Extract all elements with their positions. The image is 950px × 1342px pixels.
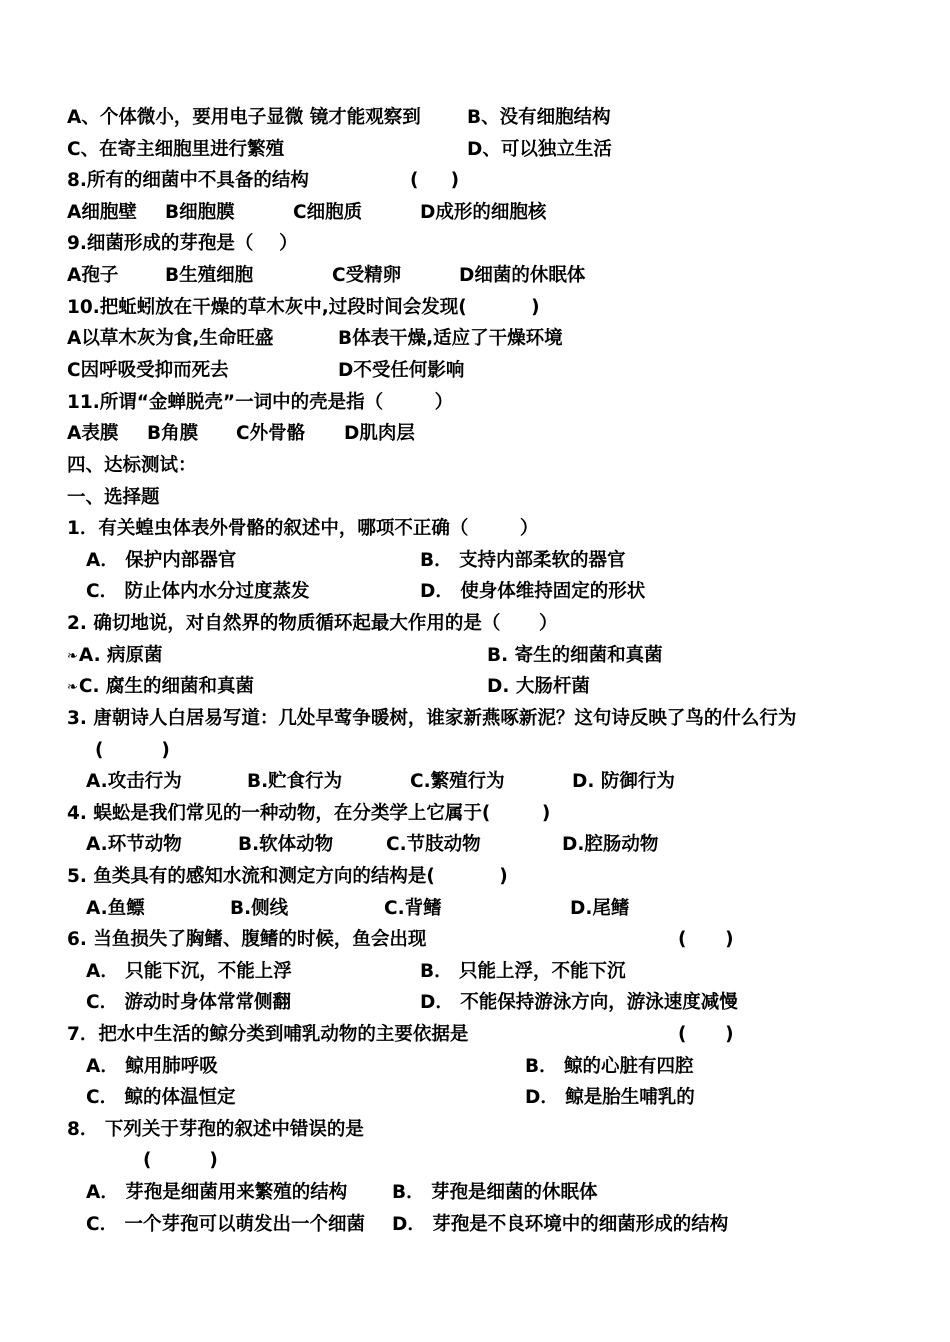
option-c: C.背鳍 xyxy=(384,898,442,919)
option-c: C因呼吸受抑而死去 xyxy=(67,360,229,381)
option-a: A． 只能下沉，不能上浮 xyxy=(86,961,292,982)
option-b: B细胞膜 xyxy=(165,202,235,223)
answer-blank: ( ) xyxy=(95,740,170,761)
question-stem xyxy=(0,166,950,196)
option-b: B． 鲸的心脏有四腔 xyxy=(525,1056,694,1077)
option-a: A表膜 xyxy=(67,423,119,444)
question-text: 11.所谓“金蝉脱壳”一词中的壳是指（ ） xyxy=(67,392,454,413)
question-stem: 8． 下列关于芽孢的叙述中错误的是 xyxy=(67,1119,364,1140)
option-row xyxy=(0,324,950,354)
option-c: C． 游动时身体常常侧翻 xyxy=(86,992,292,1013)
question-stem: 4. 蜈蚣是我们常见的一种动物，在分类学上它属于( ) xyxy=(67,803,551,824)
option-d: D细菌的休眠体 xyxy=(459,265,586,286)
option-row xyxy=(0,1083,950,1113)
option-d: D． 使身体维持固定的形状 xyxy=(420,581,646,602)
option-c: C． 一个芽孢可以萌发出一个细菌 xyxy=(86,1214,366,1235)
option-row xyxy=(0,641,950,671)
option-b: B. 寄生的细菌和真菌 xyxy=(487,645,663,666)
option-a: A.鱼鳔 xyxy=(86,898,145,919)
option-row xyxy=(0,767,950,797)
section-heading: 一、选择题 xyxy=(67,487,160,508)
question-stem xyxy=(0,229,950,259)
option-a: A.环节动物 xyxy=(86,834,182,855)
option-row xyxy=(0,356,950,386)
option-c: C.节肢动物 xyxy=(386,834,481,855)
question-stem: 1．有关蝗虫体表外骨骼的叙述中，哪项不正确（ ） xyxy=(67,518,539,539)
option-d: D. 防御行为 xyxy=(572,771,675,792)
option-b: B.软体动物 xyxy=(238,834,334,855)
option-row xyxy=(0,988,950,1018)
option-row xyxy=(0,894,950,924)
sprout-icon: ❧ xyxy=(67,680,78,695)
option-d: D肌肉层 xyxy=(344,423,415,444)
option-a: A. 病原菌 xyxy=(78,645,163,666)
option-c: C、在寄主细胞里进行繁殖 xyxy=(67,139,285,160)
option-d: D成形的细胞核 xyxy=(420,202,547,223)
question-text: 10.把蚯蚓放在干燥的草木灰中,过段时间会发现( ) xyxy=(67,297,540,318)
option-d: D. 大肠杆菌 xyxy=(487,676,590,697)
option-c: C外骨骼 xyxy=(236,423,306,444)
option-row xyxy=(0,546,950,576)
option-c: C． 鲸的体温恒定 xyxy=(86,1087,236,1108)
option-a: A细胞壁 xyxy=(67,202,137,223)
option-a: A． 鲸用肺呼吸 xyxy=(86,1056,218,1077)
option-row xyxy=(0,419,950,449)
question-text: 8.所有的细菌中不具备的结构 xyxy=(67,170,309,191)
question-text: 6. 当鱼损失了胸鳍、腹鳍的时候，鱼会出现 xyxy=(67,929,427,950)
answer-blank: ( ) xyxy=(678,1024,734,1045)
option-b: B角膜 xyxy=(147,423,199,444)
option-row xyxy=(0,672,950,702)
option-b: B． 支持内部柔软的器官 xyxy=(420,550,626,571)
option-c: C.繁殖行为 xyxy=(410,771,505,792)
option-b: B． 只能上浮，不能下沉 xyxy=(420,961,626,982)
option-a: A． 芽孢是细菌用来繁殖的结构 xyxy=(86,1182,348,1203)
answer-blank: ( ) xyxy=(143,1150,218,1171)
option-row xyxy=(0,1052,950,1082)
option-c: C. 腐生的细菌和真菌 xyxy=(78,676,254,697)
option-d: D不受任何影响 xyxy=(338,360,465,381)
option-row xyxy=(0,198,950,228)
option-a: A.攻击行为 xyxy=(86,771,182,792)
option-row xyxy=(0,1210,950,1240)
question-stem xyxy=(0,925,950,955)
section-heading: 四、达标测试： xyxy=(67,455,197,476)
option-c: C． 防止体内水分过度蒸发 xyxy=(86,581,310,602)
question-stem xyxy=(0,1020,950,1050)
option-c: C细胞质 xyxy=(293,202,363,223)
option-a: A以草木灰为食,生命旺盛 xyxy=(67,328,274,349)
option-d: D． 芽孢是不良环境中的细菌形成的结构 xyxy=(392,1214,729,1235)
option-row xyxy=(0,830,950,860)
option-d: D． 不能保持游泳方向，游泳速度减慢 xyxy=(420,992,738,1013)
option-d: D． 鲸是胎生哺乳的 xyxy=(525,1087,695,1108)
sprout-icon: ❧ xyxy=(67,649,78,664)
option-d: D.尾鳍 xyxy=(570,898,630,919)
option-c-wrap xyxy=(67,672,254,703)
question-stem: 3. 唐朝诗人白居易写道：几处早莺争暖树，谁家新燕啄新泥？这句诗反映了鸟的什么行为 xyxy=(67,708,797,729)
question-text: 9.细菌形成的芽孢是（ ） xyxy=(67,233,298,254)
option-b: B生殖细胞 xyxy=(165,265,254,286)
option-a: A、个体微小，要用电子显微 镜才能观察到 xyxy=(67,107,421,128)
question-stem xyxy=(0,293,950,323)
question-stem: 5. 鱼类具有的感知水流和测定方向的结构是( ) xyxy=(67,866,508,887)
option-row xyxy=(0,1178,950,1208)
option-a: A孢子 xyxy=(67,265,119,286)
option-c: C受精卵 xyxy=(332,265,402,286)
option-row xyxy=(0,261,950,291)
option-b: B、没有细胞结构 xyxy=(467,107,611,128)
option-row xyxy=(0,957,950,987)
question-text: 7．把水中生活的鲸分类到哺乳动物的主要依据是 xyxy=(67,1024,469,1045)
option-b: B.侧线 xyxy=(230,898,289,919)
option-b: B.贮食行为 xyxy=(247,771,343,792)
answer-blank: ( ) xyxy=(410,170,460,191)
option-d: D.腔肠动物 xyxy=(562,834,659,855)
option-row xyxy=(0,577,950,607)
option-b: B体表干燥,适应了干燥环境 xyxy=(338,328,563,349)
question-stem xyxy=(0,388,950,418)
question-stem: 2. 确切地说，对自然界的物质循环起最大作用的是（ ） xyxy=(67,613,558,634)
option-row xyxy=(0,103,950,133)
option-d: D、可以独立生活 xyxy=(467,139,612,160)
option-a-wrap xyxy=(67,641,163,672)
option-a: A． 保护内部器官 xyxy=(86,550,237,571)
answer-blank: ( ) xyxy=(678,929,734,950)
option-row xyxy=(0,135,950,165)
option-b: B． 芽孢是细菌的休眠体 xyxy=(392,1182,598,1203)
